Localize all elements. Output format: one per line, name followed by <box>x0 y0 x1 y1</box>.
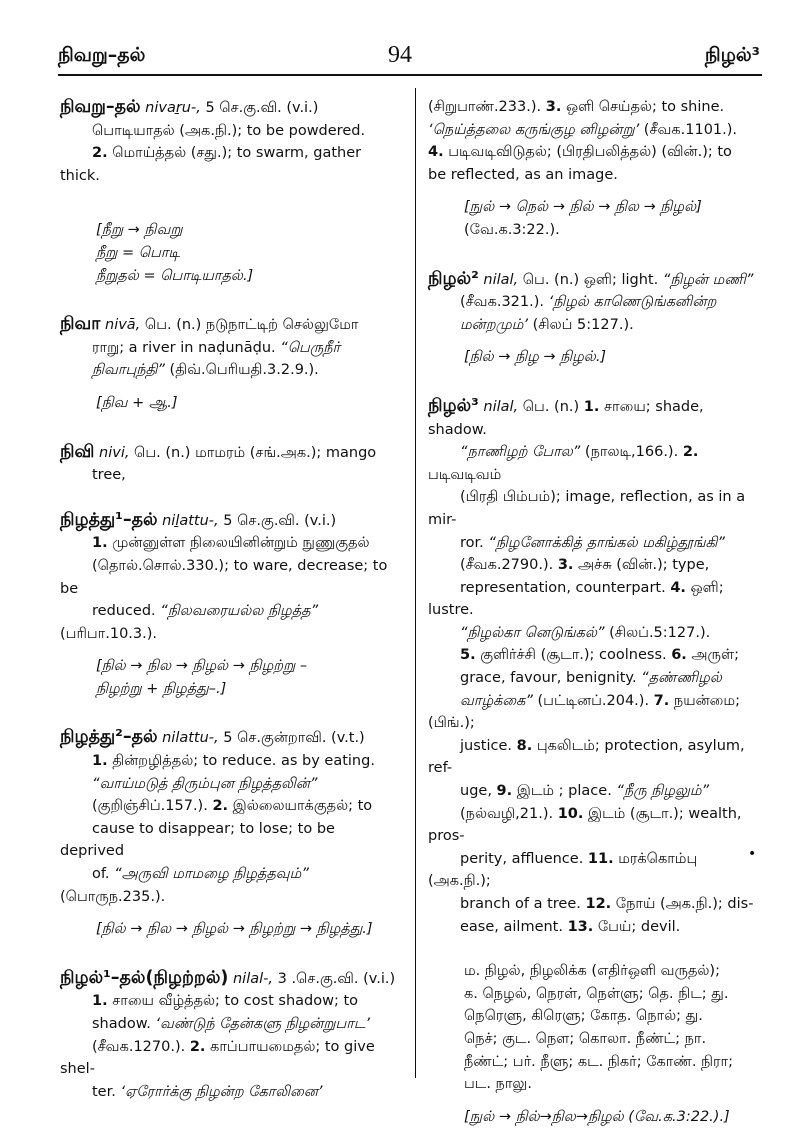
etymology-note <box>428 336 764 373</box>
header-left-guideword: நிவறு–தல் <box>58 44 146 66</box>
text-line: justice. 8. புகலிடம்; protection, asylum, ref- <box>428 737 745 777</box>
text-line: reduced. “நிலவரையல்ல நிழத்த” (பரிபா.10.3.). <box>60 603 319 642</box>
text-line: (நல்வழி,21.). 10. இடம் (சூடா.); wealth, pros- <box>428 805 742 845</box>
right-column <box>428 96 764 1132</box>
dictionary-entry <box>60 967 402 1104</box>
text-line: நிழத்து²–தல் nilattu-, 5 செ.குன்றாவி. (v.t.) <box>60 727 365 748</box>
text-line: cause to disappear; to lose; to be deprived <box>60 820 335 860</box>
spacer <box>60 291 402 313</box>
column-divider <box>415 88 416 1078</box>
text-line: (சிறுபாண்.233.). 3. ஒளி செய்தல்; to shine. <box>428 99 725 115</box>
stray-dot: • <box>748 846 757 862</box>
dictionary-entry <box>428 395 764 938</box>
spacer <box>60 487 402 509</box>
text-line: [நுல் → நெல் → நில் → நில → நிழல்] <box>464 199 702 216</box>
text-line: 1. தின்றழித்தல்; to reduce. as by eating. <box>92 753 375 770</box>
dictionary-entry <box>428 268 764 337</box>
text-line: ராறு; a river in naḍunāḍu. “பெருநீர் <box>92 339 341 356</box>
text-line: நீண்ட்; பர். நீளு; கட. நிகர்; கோண். நிரா; <box>464 1053 734 1070</box>
text-line: perity, affluence. 11. மரக்கொம்பு (அக.நி.); <box>428 850 698 890</box>
text-line: நிழல்³ nilal, பெ. (n.) 1. சாயை; shade, shadow. <box>428 395 704 438</box>
etymology-note <box>428 1096 764 1132</box>
text-line: 1. முன்னுள்ள நிலையினின்றும் நுணுகுதல் <box>92 535 370 552</box>
text-line: [நில் → நில → நிழல் → நிழற்று – <box>96 658 308 675</box>
etymology-note <box>428 186 764 245</box>
spacer <box>428 938 764 960</box>
dictionary-entry <box>60 313 402 382</box>
text-line: (வே.க.3:22.). <box>464 221 560 238</box>
text-line: ‘நெய்த்தலை கருங்குழ னிழன்று’ (சீவக.1101.). <box>428 121 738 138</box>
text-line: [நிவ + ஆ.] <box>96 394 178 411</box>
text-line: grace, favour, benignity. “தண்ணிழல் <box>460 670 722 687</box>
etymology-note <box>60 645 402 704</box>
text-line: ror. “நிழனோக்கித் தாங்கல் மகிழ்தூங்கி” <box>460 534 725 551</box>
text-line: நிவி nivi, பெ. (n.) மாமரம் (சங்.அக.); mango <box>60 441 377 462</box>
text-line: branch of a tree. 12. நோய் (அக.நி.); dis- <box>460 896 754 912</box>
text-line: [நில் → நிழ → நிழல்.] <box>464 349 607 366</box>
text-line: நிவா nivā, பெ. (n.) நடுநாட்டிற் செல்லுமோ <box>60 314 359 335</box>
etymology-note <box>60 908 402 945</box>
spacer <box>428 373 764 395</box>
header-right-guideword: நிழல்³ <box>704 44 760 66</box>
text-line: நீறுதல் = பொடியாதல்.] <box>96 267 254 284</box>
spacer <box>60 945 402 967</box>
text-line: நிழற்று + நிழத்து–.] <box>96 680 227 697</box>
text-line: நிழல்¹–தல்(நிழற்றல்) nilal-, 3 .செ.கு.வி. (v.i.) <box>60 967 396 988</box>
text-line: (சீவக.2790.). 3. அச்சு (வின்.); type, <box>460 557 710 574</box>
spacer <box>428 246 764 268</box>
text-line: ம. நிழல், நிழலிக்க (எதிர்ஒளி வருதல்); <box>464 963 720 980</box>
text-line: [நீறு → நிவறு <box>96 222 183 239</box>
text-line: 1. சாயை வீழ்த்தல்; to cost shadow; to <box>92 993 359 1010</box>
etymology-note <box>60 209 402 291</box>
text-line: 4. படிவடிவிடுதல்; (பிரதிபலித்தல்) (வின்.); to <box>428 144 732 161</box>
dictionary-entry <box>60 441 402 487</box>
text-line: நெரெளு, கிரெளு; கோத. நொல்; து. <box>464 1008 703 1025</box>
text-line: நிழல்² nilal, பெ. (n.) ஒளி; light. “நிழன் மணி” <box>428 268 754 289</box>
text-line: ease, ailment. 13. பேய்; devil. <box>460 918 681 935</box>
text-line: of. “அருவி மாமழை நிழத்தவும்” (பொருந.235.). <box>60 866 309 905</box>
spacer <box>60 704 402 726</box>
text-line: நிவறு–தல் nivaṟu-, 5 செ.கு.வி. (v.i.) <box>60 97 319 117</box>
text-line: tree, <box>92 467 126 484</box>
text-line: பட. நாலு. <box>464 1076 532 1093</box>
text-line: நிவாபுந்தி” (திவ்.பெரியதி.3.2.9.). <box>92 362 319 379</box>
text-line: நெச்; குட. நெள; கொலா. நீண்ட்; நா. <box>464 1030 707 1047</box>
text-line: (சீவக.1270.). 2. காப்பாயமைதல்; to give shel- <box>60 1038 375 1078</box>
text-line: shadow. ‘வண்டுந் தேன்களு நிழன்றுபாட’ <box>92 1016 371 1032</box>
text-line: நிழத்து¹–தல் niḻattu-, 5 செ.கு.வி. (v.i.) <box>60 509 337 530</box>
text-line: மன்றமும்’ (சிலப் 5:127.). <box>460 316 634 333</box>
text-line: 2. மொய்த்தல் (சது.); to swarm, gather thick. <box>60 145 362 184</box>
page-header <box>0 0 800 72</box>
dictionary-entry <box>60 509 402 646</box>
cognates-note <box>428 960 764 1096</box>
text-line: uge, 9. இடம் ; place. “நீரு நிழலும்” <box>460 783 710 800</box>
dictionary-entry <box>60 726 402 908</box>
text-line: பொடியாதல் (அக.நி.); to be powdered. <box>92 122 366 139</box>
text-line: (தொல்.சொல்.330.); to ware, decrease; to be <box>60 557 388 597</box>
dictionary-entry <box>60 96 402 187</box>
text-line: (சீவக.321.). ‘நிழல் காணெடுங்கனின்ற <box>460 294 717 311</box>
left-column <box>60 96 402 1103</box>
text-line: [நில் → நில → நிழல் → நிழற்று → நிழத்து.] <box>96 921 373 938</box>
text-line: ter. ‘ஏரோர்க்கு நிழன்ற கோலினை’ <box>92 1083 323 1100</box>
page-number: 94 <box>388 42 412 68</box>
text-line: நீறு = பொடி <box>96 244 180 261</box>
text-line: வாழ்க்கை” (பட்டினப்.204.). 7. நயன்மை; (பிங்.); <box>428 692 740 732</box>
text-line: [நுல் → நில்→நில→நிழல் (வே.க.3:22.).] <box>464 1108 730 1125</box>
dictionary-entry <box>428 96 764 186</box>
text-line: க. நெழல், நெரள், நெள்ளு; தெ. நிட; து. <box>464 985 729 1002</box>
text-line: 5. குளிர்ச்சி (சூடா.); coolness. 6. அருள்; <box>460 647 739 664</box>
etymology-note <box>60 382 402 419</box>
spacer <box>60 187 402 209</box>
text-line: “வாய்மடுத் திரும்புன நிழத்தலின்” <box>92 775 318 792</box>
text-line: (பிரதி பிம்பம்); image, reflection, as in a mir- <box>428 489 746 528</box>
text-line: (குறிஞ்சிப்.157.). 2. இல்லையாக்குதல்; to <box>92 798 373 815</box>
text-line: be reflected, as an image. <box>428 166 618 183</box>
header-rule <box>58 74 762 76</box>
spacer <box>60 419 402 441</box>
text-line: “நாணிழற் போல” (நாலடி,166.). 2. படிவடிவம் <box>428 444 699 483</box>
text-line: representation, counterpart. 4. ஒளி; lustre. <box>428 579 724 619</box>
text-line: “நிழல்கா னெடுங்கல்” (சிலப்.5:127.). <box>460 624 711 641</box>
